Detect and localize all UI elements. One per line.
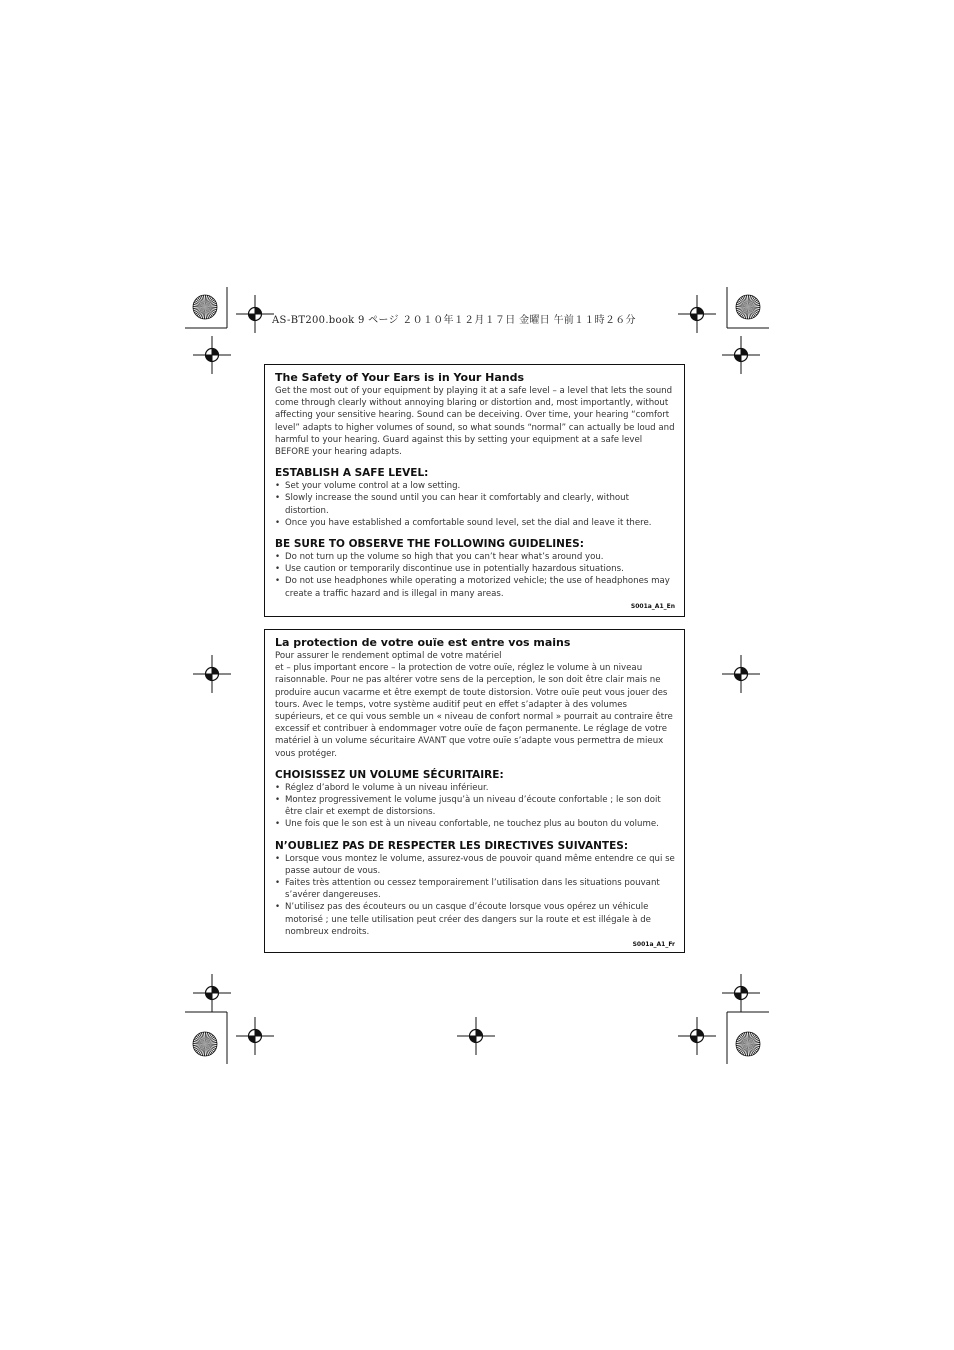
english-intro: Get the most out of your equipment by playing it at a safe level – a level that lets the sound come through clearly without annoying blaring or distortion and, most importantly, without affecting your sensitive hearing. Sound can be deceiving. Over time, your hearing “comfort level” adapts to higher volumes of sound, so what sounds “normal” can actually be loud and harmful to your hearing. Guard against this by setting your equipment at a safe level BEFORE your hearing adapts. [275, 386, 675, 458]
list-item: • Use caution or temporarily discontinue use in potentially hazardous situations. [275, 563, 675, 575]
english-section2-heading: BE SURE TO OBSERVE THE FOLLOWING GUIDELINES: [275, 538, 584, 551]
list-item: • Faites très attention ou cessez temporairement l’utilisation dans les situations pouvant s’avérer dangereuses. [275, 877, 675, 901]
print-file-header: AS-BT200.book 9 ページ ２０１０年１２月１７日 金曜日 午前１１時２６分 [272, 315, 636, 326]
starburst-mark-icon [193, 1032, 217, 1056]
english-section1-list [275, 480, 675, 529]
registration-target-icon [193, 655, 231, 693]
list-item: • Une fois que le son est à un niveau confortable, ne touchez plus au bouton du volume. [275, 818, 675, 830]
starburst-mark-icon [736, 1032, 760, 1056]
list-item: • Do not turn up the volume so high that you can’t hear what’s around you. [275, 551, 675, 563]
list-item: • Montez progressivement le volume jusqu’à un niveau d’écoute confortable ; le son doit être clair et exempt de distorsions. [275, 794, 675, 818]
english-section1-heading: ESTABLISH A SAFE LEVEL: [275, 467, 429, 480]
english-title: The Safety of Your Ears is in Your Hands [275, 371, 525, 384]
registration-target-icon [722, 655, 760, 693]
list-item: • Lorsque vous montez le volume, assurez-vous de pouvoir quand même entendre ce qui se passe autour de vous. [275, 853, 675, 877]
registration-target-icon [457, 1017, 495, 1055]
french-intro-line1: Pour assurer le rendement optimal de votre matériel [275, 651, 502, 661]
list-item: • Set your volume control at a low setting. [275, 480, 675, 492]
list-item: • N’utilisez pas des écouteurs ou un casque d’écoute lorsque vous opérez un véhicule motorisé ; une telle utilisation peut créer des dangers sur la route et est illégale à de nombreux endroits. [275, 901, 675, 938]
french-intro: et – plus important encore – la protection de votre ouïe, réglez le volume à un niveau raisonnable. Pour ne pas altérer votre sens de la perception, le son doit être clair mais ne produire aucun vacarme et être exempt de toute distorsion. Votre ouïe peut vous jouer des tours. Avec le temps, votre système auditif peut en effet s’adapter à des volumes supérieurs, et ce qui vous semble un « niveau de confort normal » pourrait au contraire être excessif et contribuer à endommager votre ouïe de façon permanente. Le réglage de votre matériel à un volume sécuritaire AVANT que votre ouïe s’adapte vous permettra de mieux vous protéger. [275, 663, 673, 759]
registration-target-icon [722, 336, 760, 374]
registration-target-icon [236, 1017, 274, 1055]
french-section1-heading: CHOISISSEZ UN VOLUME SÉCURITAIRE: [275, 768, 504, 781]
french-section1-list [275, 782, 675, 831]
list-item: • Slowly increase the sound until you can hear it comfortably and clearly, without distortion. [275, 492, 675, 516]
starburst-mark-icon [193, 295, 217, 319]
english-safety-notice [264, 364, 685, 617]
registration-target-icon [193, 974, 231, 1012]
french-section2-list [275, 853, 675, 938]
english-section2-list [275, 551, 675, 600]
list-item: • Réglez d’abord le volume à un niveau inférieur. [275, 782, 675, 794]
list-item: • Once you have established a comfortable sound level, set the dial and leave it there. [275, 517, 675, 529]
english-reference-code: S001a_A1_En [630, 602, 675, 610]
registration-target-icon [722, 974, 760, 1012]
list-item: • Do not use headphones while operating a motorized vehicle; the use of headphones may create a traffic hazard and is illegal in many areas. [275, 575, 675, 599]
french-safety-notice [264, 629, 685, 953]
french-section2-heading: N’OUBLIEZ PAS DE RESPECTER LES DIRECTIVES SUIVANTES: [275, 839, 629, 852]
starburst-mark-icon [736, 295, 760, 319]
registration-target-icon [193, 336, 231, 374]
french-title: La protection de votre ouïe est entre vos mains [275, 636, 571, 649]
registration-target-icon [678, 1017, 716, 1055]
french-reference-code: S001a_A1_Fr [632, 941, 675, 949]
